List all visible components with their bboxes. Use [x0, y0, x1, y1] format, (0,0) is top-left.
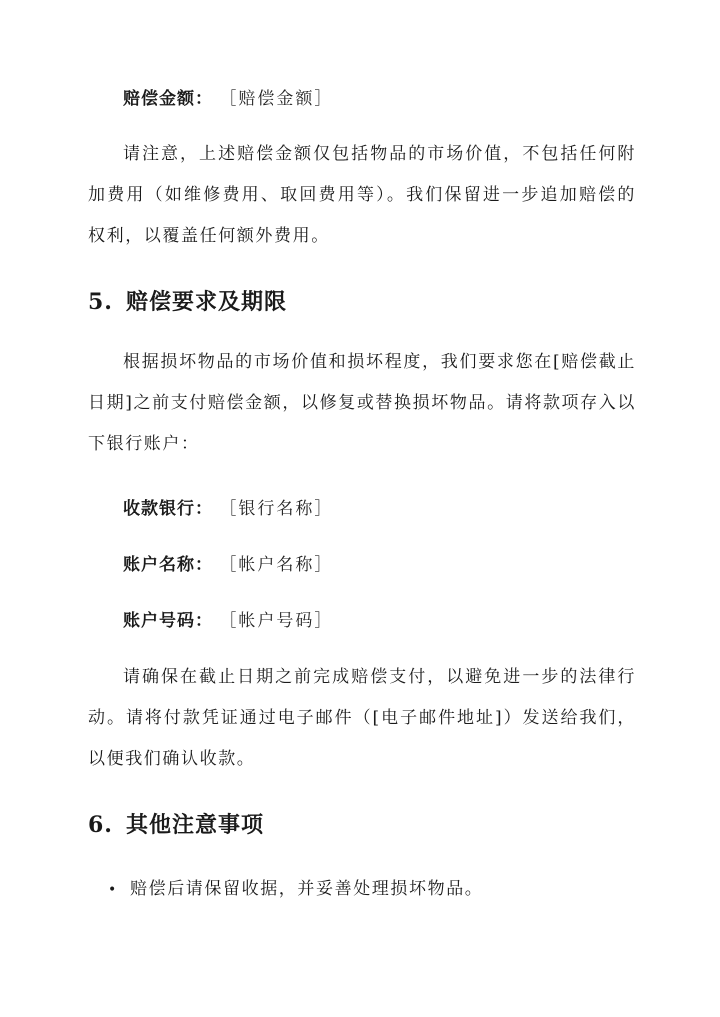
section-5-paragraph: 根据损坏物品的市场价值和损坏程度，我们要求您在[赔偿截止日期]之前支付赔偿金额，以修复或替换损坏物品。请将款项存入以下银行账户： [88, 352, 636, 454]
section-6-title: 其他注意事项 [126, 812, 265, 838]
account-number-field [123, 609, 333, 633]
account-number-value: ［帐户号码］ [219, 611, 334, 631]
account-name-value: ［帐户名称］ [219, 555, 334, 575]
bank-name-field [123, 497, 333, 521]
section-6-bullet-text: 赔偿后请保留收据，并妥善处理损坏物品。 [130, 879, 484, 899]
section-5-heading [88, 287, 287, 317]
section-6-bullet-item [108, 877, 483, 902]
bank-name-label: 收款银行： [123, 499, 213, 519]
section-5-closing-paragraph: 请确保在截止日期之前完成赔偿支付，以避免进一步的法律行动。请将付款凭证通过电子邮件（[电子邮件地址]）发送给我们，以便我们确认收款。 [88, 667, 636, 769]
section-5-title: 赔偿要求及期限 [126, 289, 288, 315]
section-6-number: 6. [88, 812, 113, 838]
section-6-heading [88, 810, 264, 840]
bank-name-value: ［银行名称］ [219, 499, 334, 519]
account-number-label: 账户号码： [123, 611, 213, 631]
compensation-amount-field [123, 87, 333, 111]
section-5-number: 5. [88, 289, 113, 315]
account-name-label: 账户名称： [123, 555, 213, 575]
note-paragraph: 请注意，上述赔偿金额仅包括物品的市场价值，不包括任何附加费用（如维修费用、取回费用等）。我们保留进一步追加赔偿的权利，以覆盖任何额外费用。 [88, 144, 636, 246]
compensation-amount-value: ［赔偿金额］ [219, 89, 334, 109]
compensation-amount-label: 赔偿金额： [123, 89, 213, 109]
account-name-field [123, 553, 333, 577]
bullet-dot-icon: • [108, 882, 118, 898]
